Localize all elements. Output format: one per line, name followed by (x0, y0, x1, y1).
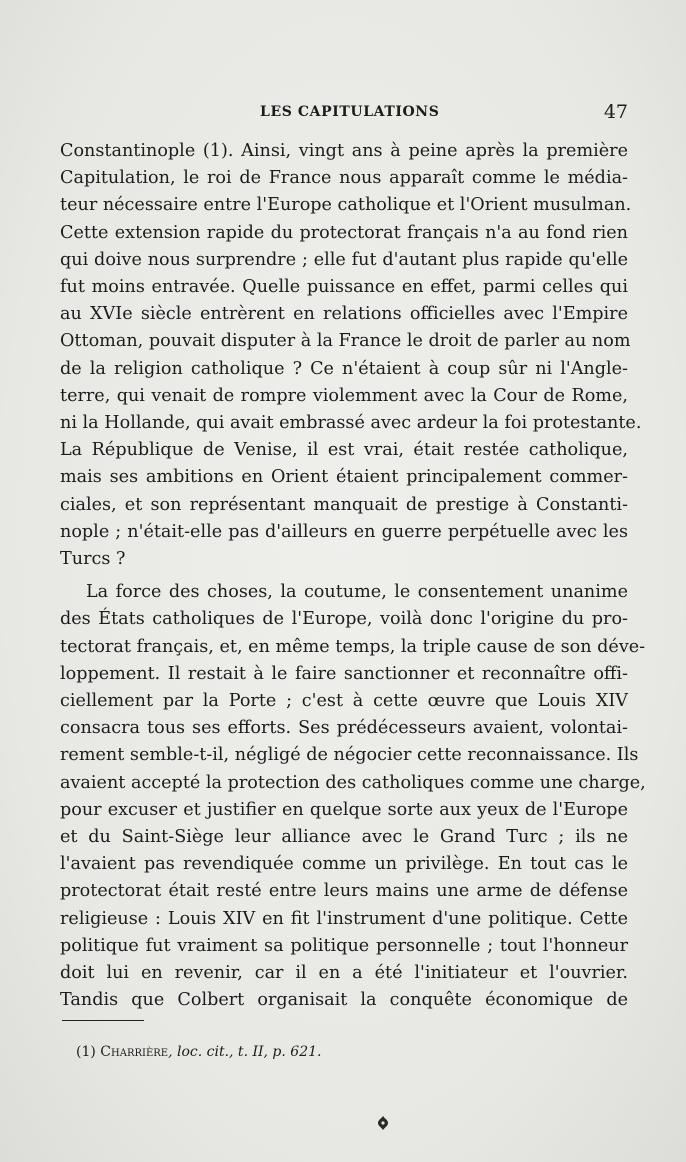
footnote-marker: (1) (76, 1044, 96, 1060)
text-line: et du Saint-Siège leur alliance avec le Grand Turc ; ils ne (60, 827, 628, 847)
text-line: Constantinople (1). Ainsi, vingt ans à peine après la première (60, 141, 628, 161)
text-line: Cette extension rapide du protectorat français n'a au fond rien (60, 222, 628, 243)
text-line: l'avaient pas revendiquée comme un privilège. En tout cas le (60, 854, 628, 875)
text-line: La République de Venise, il est vrai, était restée catholique, (60, 440, 628, 461)
text-line: ciales, et son représentant manquait de prestige à Constanti- (60, 494, 628, 515)
text-line: Turcs ? (60, 549, 126, 569)
text-line: des États catholiques de l'Europe, voilà donc l'origine du pro- (60, 609, 628, 630)
footnote (76, 1044, 321, 1060)
page-number: 47 (603, 101, 628, 123)
running-head: LES CAPITULATIONS (260, 104, 440, 120)
text-line: Capitulation, le roi de France nous apparaît comme le média- (60, 168, 628, 189)
footnote-author: Charrière (100, 1044, 169, 1060)
text-line: nople ; n'était-elle pas d'ailleurs en guerre perpétuelle avec les (60, 521, 628, 542)
fleuron-icon (377, 1116, 389, 1130)
text-line: Ottoman, pouvait disputer à la France le droit de parler au nom (60, 331, 631, 352)
text-line: ni la Hollande, qui avait embrassé avec ardeur la foi protestante. (60, 413, 642, 433)
text-line: consacra tous ses efforts. Ses prédécesseurs avaient, volontai- (60, 718, 628, 739)
text-line: tectorat français, et, en même temps, la triple cause de son déve- (60, 636, 646, 657)
footnote-citation: , loc. cit., t. II, p. 621. (168, 1044, 322, 1060)
page-header (60, 101, 628, 128)
text-line: doit lui en revenir, car il en a été l'initiateur et l'ouvrier. (60, 963, 628, 983)
text-line: teur nécessaire entre l'Europe catholique et l'Orient musulman. (60, 195, 632, 216)
text-line: au XVIe siècle entrèrent en relations officielles avec l'Empire (60, 304, 628, 325)
text-line: La force des choses, la coutume, le consentement unanime (86, 582, 628, 603)
text-line: pour excuser et justifier en quelque sorte aux yeux de l'Europe (60, 799, 628, 820)
text-line: avaient accepté la protection des catholiques comme une charge, (60, 772, 646, 793)
text-line: Tandis que Colbert organisait la conquête économique de (60, 990, 628, 1011)
footnote-rule (62, 1020, 144, 1021)
text-line: rement semble-t-il, négligé de négocier cette reconnaissance. Ils (60, 745, 639, 766)
text-line: ciellement par la Porte ; c'est à cette œuvre que Louis XIV (60, 691, 628, 711)
text-line: fut moins entravée. Quelle puissance en effet, parmi celles qui (60, 277, 628, 297)
text-line: politique fut vraiment sa politique personnelle ; tout l'honneur (60, 935, 628, 956)
text-line: protectorat était resté entre leurs mains une arme de défense (60, 881, 628, 902)
text-line: loppement. Il restait à le faire sanctionner et reconnaître offi- (60, 663, 628, 684)
text-line: mais ses ambitions en Orient étaient principalement commer- (60, 467, 628, 488)
text-line: religieuse : Louis XIV en fit l'instrument d'une politique. Cette (60, 908, 628, 929)
text-line: qui doive nous surprendre ; elle fut d'autant plus rapide qu'elle (60, 249, 628, 270)
text-line: terre, qui venait de rompre violemment avec la Cour de Rome, (60, 385, 628, 406)
text-line: de la religion catholique ? Ce n'étaient à coup sûr ni l'Angle- (60, 358, 628, 379)
